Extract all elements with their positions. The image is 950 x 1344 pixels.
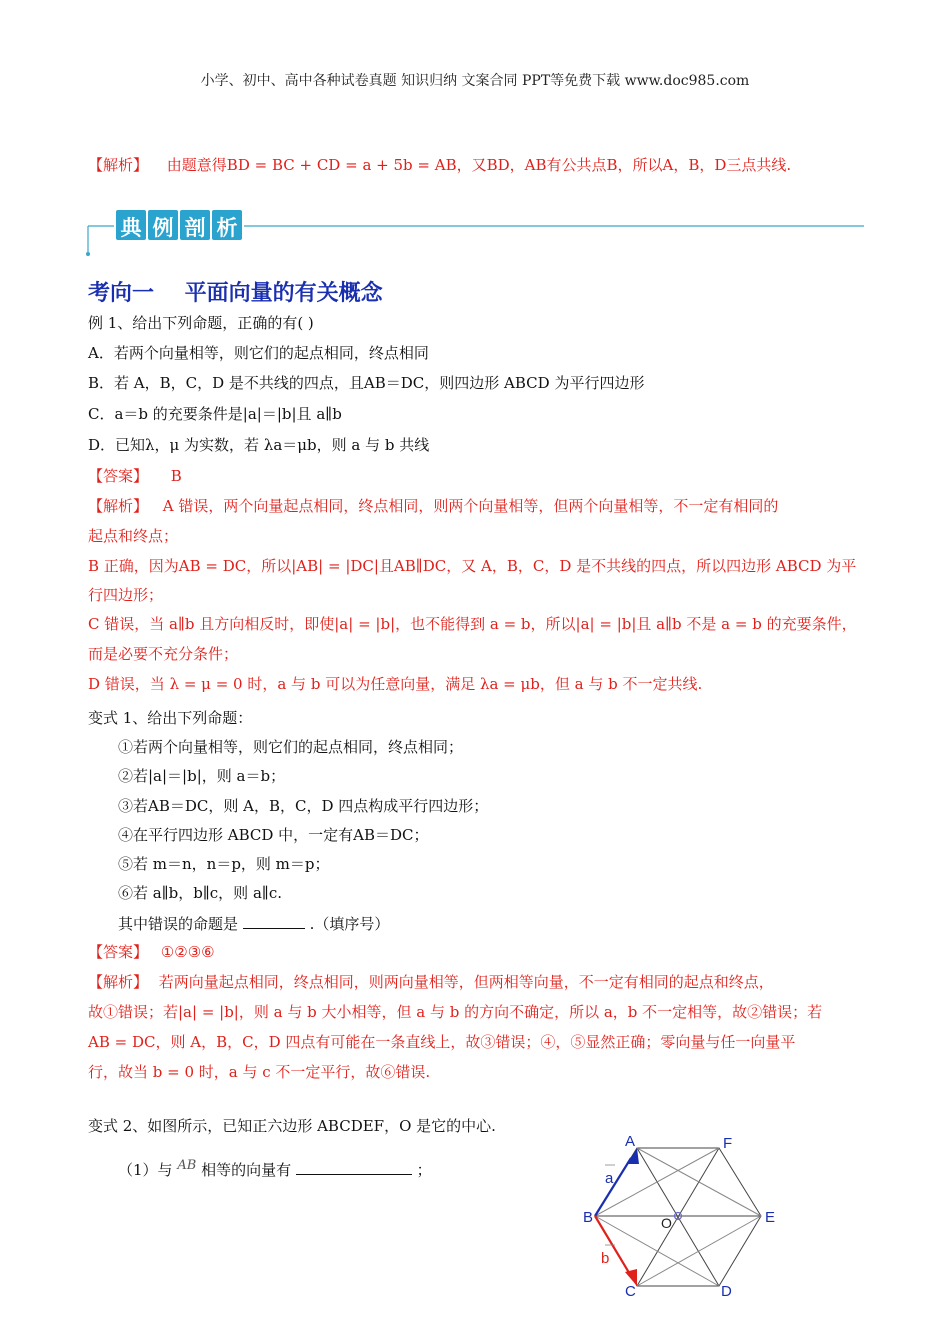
- variant1-item: ⑤若 m＝n，n＝p，则 m＝p；: [118, 855, 330, 873]
- variant1-item: ④在平行四边形 ABCD 中，一定有AB＝DC；: [118, 826, 429, 844]
- q1-prefix: （1）与: [118, 1161, 173, 1179]
- variant1-stem: 变式 1、给出下列命题：: [88, 709, 253, 727]
- analysis-tag: 【解析】: [88, 497, 149, 515]
- variant1-item: ⑥若 a∥b，b∥c，则 a∥c.: [118, 884, 282, 902]
- label-O: O: [661, 1215, 672, 1231]
- banner-char: 典: [120, 215, 142, 240]
- example1-analysis-line: 行四边形；: [88, 586, 164, 604]
- vector-a-arrow: [595, 1158, 631, 1216]
- variant1-item: ①若两个向量相等，则它们的起点相同，终点相同；: [118, 738, 464, 756]
- answer-value: ①②③⑥: [160, 943, 215, 961]
- vector-b-arrow: [595, 1216, 631, 1276]
- banner-char: 例: [152, 215, 174, 240]
- label-F: F: [723, 1135, 733, 1152]
- fill-suffix: .（填序号）: [309, 915, 390, 933]
- chord-ce: [637, 1216, 761, 1286]
- chord-bf: [595, 1148, 719, 1216]
- variant1-item: ②若|a|＝|b|，则 a＝b；: [118, 767, 286, 785]
- example1-answer: [88, 466, 182, 486]
- vector-a-arrowhead: [627, 1148, 639, 1164]
- answer-tag: 【答案】: [88, 943, 149, 961]
- banner-char: 析: [216, 215, 238, 240]
- example1-analysis-line: 起点和终点；: [88, 527, 179, 545]
- q1-vector: AB: [177, 1158, 197, 1173]
- example1-analysis-line: D 错误，当 λ = μ = 0 时，a 与 b 可以为任意向量，满足 λa = μb，但 a 与 b 不一定共线.: [88, 675, 703, 693]
- answer-blank[interactable]: [296, 1158, 412, 1175]
- variant1-fill-line: [118, 912, 389, 934]
- example1-option-b: B．若 A，B，C，D 是不共线的四点，且AB＝DC，则四边形 ABCD 为平行四边形: [88, 374, 645, 392]
- label-vector-b: b: [601, 1250, 610, 1267]
- label-vector-a: a: [605, 1170, 614, 1187]
- example1-analysis-line: B 正确，因为AB = DC，所以|AB| = |DC|且AB∥DC，又 A，B，C，D 是不共线的四点，所以四边形 ABCD 为平: [88, 557, 857, 575]
- answer-blank[interactable]: [243, 912, 305, 929]
- label-D: D: [721, 1283, 732, 1300]
- example1-analysis-line: 而是必要不充分条件；: [88, 645, 239, 663]
- variant1-analysis-line: 故①错误；若|a| = |b|，则 a 与 b 大小相等，但 a 与 b 的方向不确定，所以 a，b 不一定相等，故②错误；若: [88, 1003, 823, 1021]
- variant1-analysis-line: [88, 972, 774, 992]
- q1-end: ；: [416, 1161, 432, 1179]
- example1-analysis-line: [88, 496, 778, 516]
- label-C: C: [625, 1283, 636, 1300]
- intro-analysis-tag: 【解析】: [88, 156, 149, 174]
- chord-bd: [595, 1216, 719, 1286]
- section-title: 考向一 平面向量的有关概念: [88, 280, 383, 306]
- hexagon-figure: [575, 1128, 795, 1306]
- answer-tag: 【答案】: [88, 467, 149, 485]
- analysis-text: A 错误，两个向量起点相同，终点相同，则两个向量相等，但两个向量相等，不一定有相同的: [162, 497, 779, 515]
- page-header: 小学、初中、高中各种试卷真题 知识归纳 文案合同 PPT等免费下载 www.doc985.com: [200, 73, 750, 89]
- variant1-item: ③若AB＝DC，则 A，B，C，D 四点构成平行四边形；: [118, 797, 489, 815]
- variant1-answer: [88, 942, 215, 962]
- label-A: A: [625, 1133, 636, 1150]
- variant2-question-1: [118, 1158, 432, 1182]
- fill-prefix: 其中错误的命题是: [118, 915, 239, 933]
- answer-value: B: [170, 467, 182, 485]
- chord-ae: [637, 1148, 761, 1216]
- analysis-tag: 【解析】: [88, 973, 149, 991]
- variant2-stem: 变式 2、如图所示，已知正六边形 ABCDEF，O 是它的中心.: [88, 1117, 496, 1135]
- analysis-text: 若两向量起点相同，终点相同，则两向量相等，但两相等向量，不一定有相同的起点和终点，: [158, 973, 774, 991]
- intro-analysis-text: 由题意得BD = BC + CD = a + 5b = AB，又BD，AB有公共点B，所以A，B，D三点共线.: [166, 156, 792, 174]
- label-B: B: [583, 1209, 594, 1226]
- variant1-analysis-line: 行，故当 b = 0 时，a 与 c 不一定平行，故⑥错误.: [88, 1063, 431, 1081]
- example1-stem: 例 1、给出下列命题，正确的有( ): [88, 314, 314, 332]
- example1-analysis-line: C 错误，当 a∥b 且方向相反时，即使|a| = |b|，也不能得到 a = b，所以|a| = |b|且 a∥b 不是 a = b 的充要条件，: [88, 615, 857, 633]
- label-E: E: [765, 1209, 776, 1226]
- example1-option-d: D．已知λ，μ 为实数，若 λa＝μb，则 a 与 b 共线: [88, 436, 430, 454]
- variant1-analysis-line: AB = DC，则 A，B，C，D 四点有可能在一条直线上，故③错误；④，⑤显然正确；零向量与任一向量平: [88, 1033, 796, 1051]
- intro-analysis: [88, 155, 791, 175]
- example1-option-a: A．若两个向量相等，则它们的起点相同，终点相同: [88, 344, 429, 362]
- example1-option-c: C．a＝b 的充要条件是|a|＝|b|且 a∥b: [88, 405, 342, 423]
- q1-suffix: 相等的向量有: [201, 1161, 292, 1179]
- banner-char: 剖: [184, 215, 206, 240]
